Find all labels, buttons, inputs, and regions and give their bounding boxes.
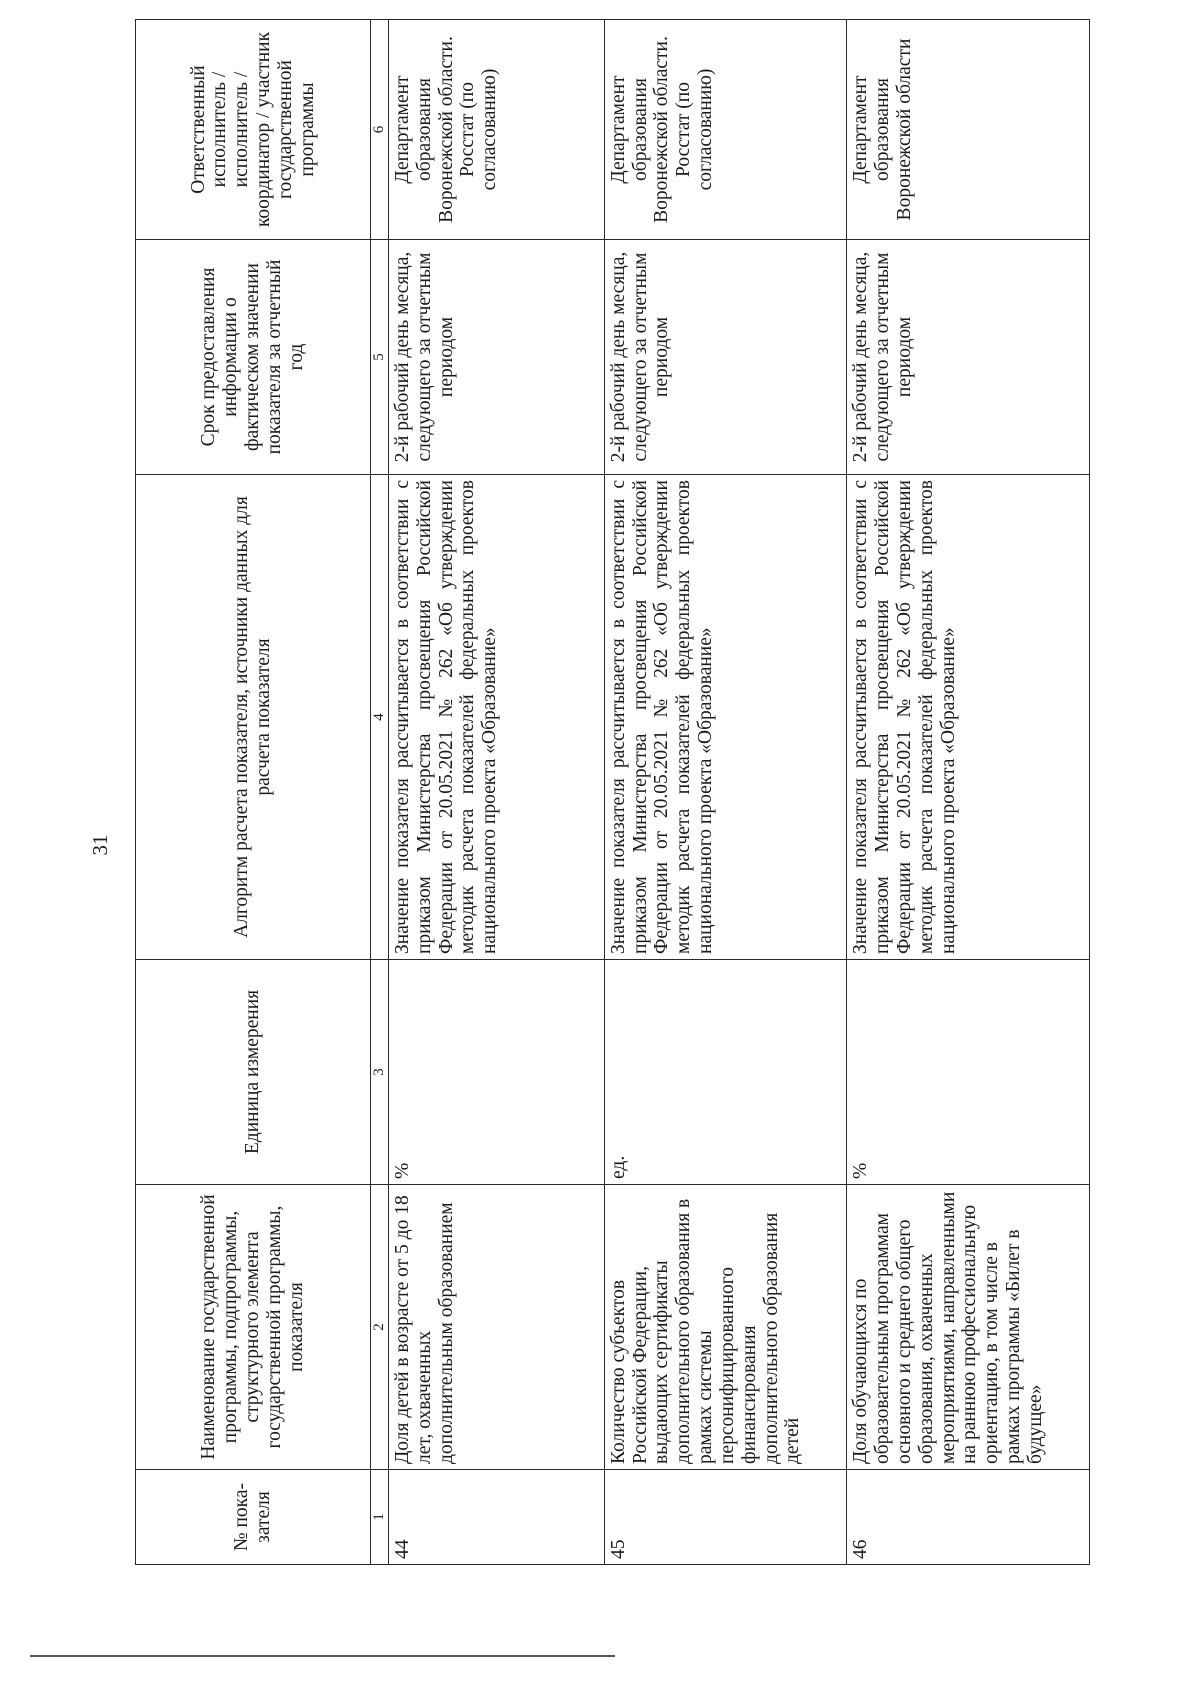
cell-name: Доля обучающихся по образовательным программам основного и среднего общего образования, охваченных мероприятиями, направленными на раннюю профессиональную ориентацию, в том числе в рамках программы «Билет в будущее» xyxy=(847,1185,1090,1470)
cell-responsible: Департамент образования Воронежской области xyxy=(847,20,1090,240)
cell-indicator-number: 44 xyxy=(388,1470,604,1565)
table-row xyxy=(847,20,1090,1565)
cell-responsible: Департамент образования Воронежской области. Росстат (по согласованию) xyxy=(388,20,604,240)
cell-algorithm: Значение показателя рассчитывается в соответствии с приказом Министерства просвещения Российской Федерации от 20.05.2021 № 262 «Об утверждении методик расчета показателей федеральных проектов национального проекта «Образование» xyxy=(388,475,604,960)
cell-indicator-number: 46 xyxy=(847,1470,1090,1565)
header-responsible: Ответственный исполнитель / исполнитель / координатор / участник государственной программы xyxy=(136,20,371,240)
header-indicator-number: № пока-зателя xyxy=(136,1470,371,1565)
cell-deadline: 2-й рабочий день месяца, следующего за отчетным периодом xyxy=(847,240,1090,475)
cell-unit: ед. xyxy=(604,960,847,1185)
header-deadline: Срок предоставления информации о фактическом значении показателя за отчетный год xyxy=(136,240,371,475)
cell-indicator-number: 45 xyxy=(604,1470,847,1565)
page-number: 31 xyxy=(88,834,112,856)
column-numbers-row xyxy=(371,20,389,1565)
table-header-row xyxy=(136,20,371,1565)
cell-responsible: Департамент образования Воронежской области. Росстат (по согласованию) xyxy=(604,20,847,240)
cell-algorithm: Значение показателя рассчитывается в соответствии с приказом Министерства просвещения Российской Федерации от 20.05.2021 № 262 «Об утверждении методик расчета показателей федеральных проектов национального проекта «Образование» xyxy=(604,475,847,960)
column-number: 1 xyxy=(371,1470,389,1565)
table-row xyxy=(388,20,604,1565)
cell-unit: % xyxy=(388,960,604,1185)
cell-name: Количество субъектов Российской Федерации, выдающих сертификаты дополнительного образования в рамках системы персонифицированного финансирования дополнительного образования детей xyxy=(604,1185,847,1470)
header-algorithm: Алгоритм расчета показателя, источники данных для расчета показателя xyxy=(136,475,371,960)
column-number: 4 xyxy=(371,475,389,960)
scan-edge-line xyxy=(30,1655,615,1657)
header-unit: Единица измерения xyxy=(136,960,371,1185)
header-name: Наименование государственной программы, подпрограммы, структурного элемента государственной программы, показателя xyxy=(136,1185,371,1470)
column-number: 6 xyxy=(371,20,389,240)
table-row xyxy=(604,20,847,1565)
cell-unit: % xyxy=(847,960,1090,1185)
column-number: 2 xyxy=(371,1185,389,1470)
cell-algorithm: Значение показателя рассчитывается в соответствии с приказом Министерства просвещения Российской Федерации от 20.05.2021 № 262 «Об утверждении методик расчета показателей федеральных проектов национального проекта «Образование» xyxy=(847,475,1090,960)
rotated-table-container xyxy=(135,20,1090,1565)
cell-deadline: 2-й рабочий день месяца, следующего за отчетным периодом xyxy=(388,240,604,475)
cell-deadline: 2-й рабочий день месяца, следующего за отчетным периодом xyxy=(604,240,847,475)
indicators-table xyxy=(135,19,1090,1565)
cell-name: Доля детей в возрасте от 5 до 18 лет, охваченных дополнительным образованием xyxy=(388,1185,604,1470)
column-number: 5 xyxy=(371,240,389,475)
column-number: 3 xyxy=(371,960,389,1185)
